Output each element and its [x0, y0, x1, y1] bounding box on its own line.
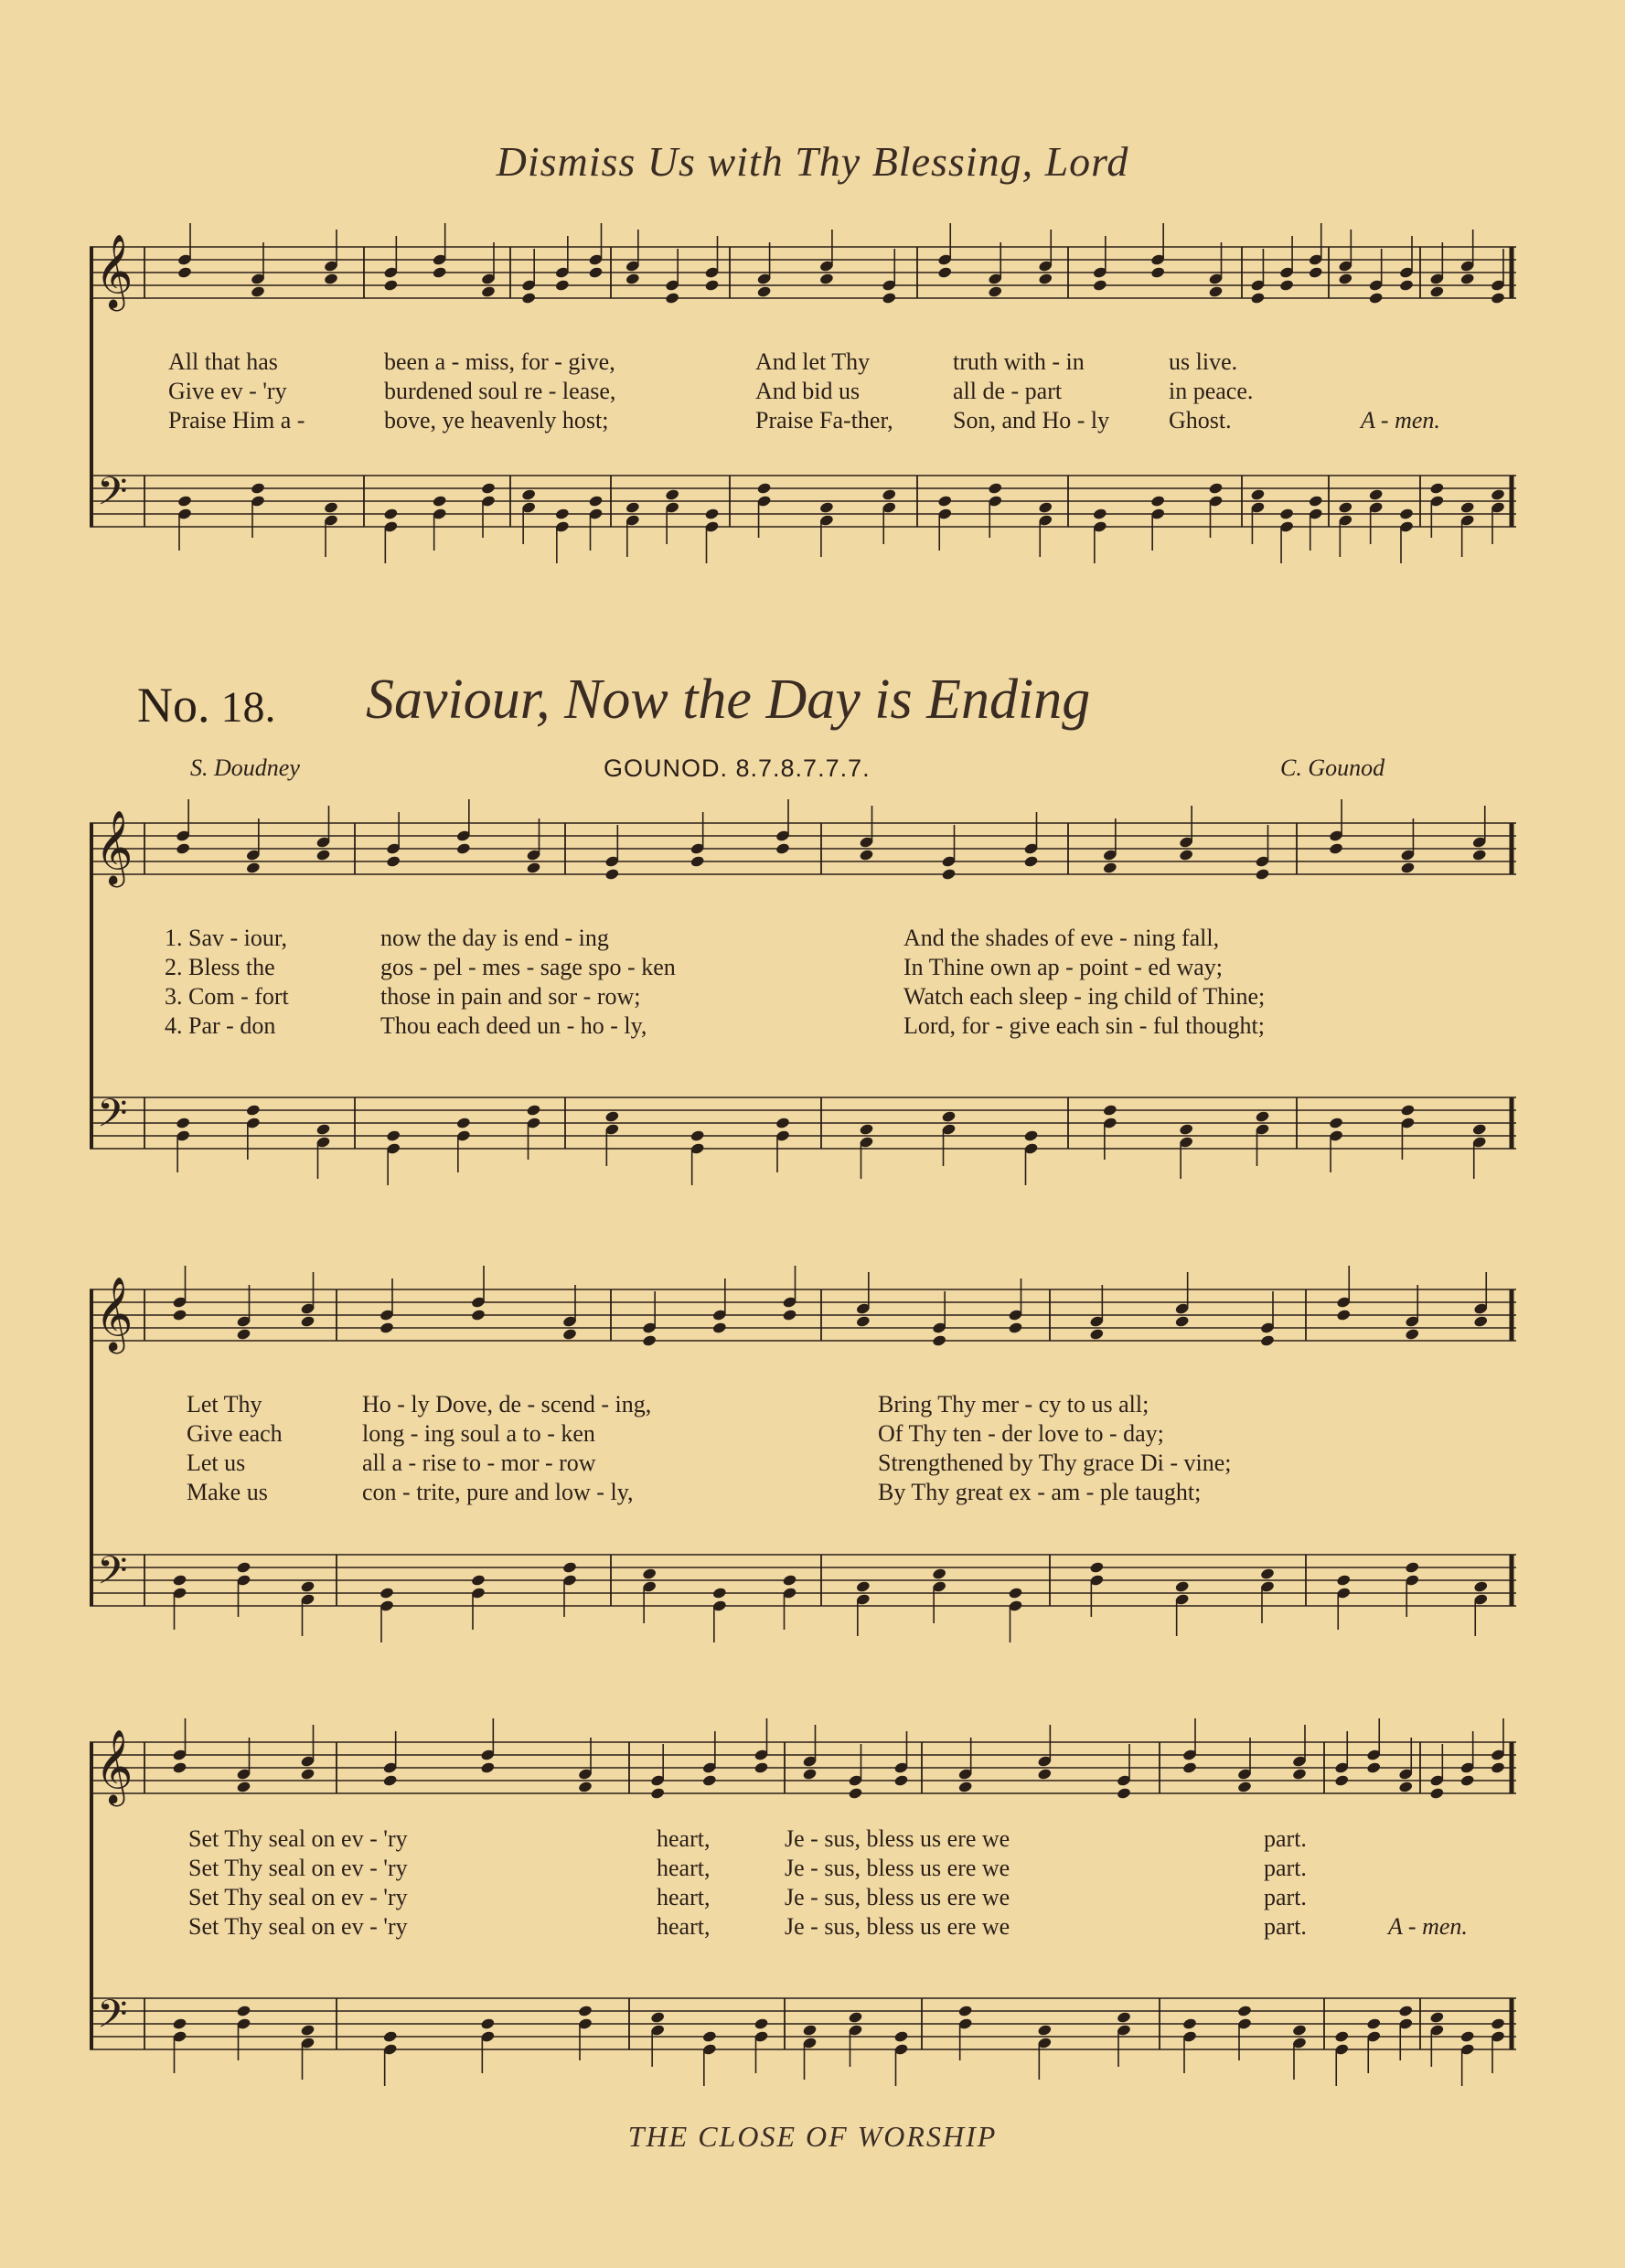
lyric-seg: Let us: [187, 1450, 246, 1476]
hymn18-composer: C. Gounod: [1280, 754, 1385, 781]
note-head: [1400, 1104, 1416, 1117]
note-head: [236, 2005, 251, 2017]
lyric-seg: heart,: [657, 1825, 711, 1852]
lyric-seg: 3. Com - fort: [165, 983, 289, 1010]
lyric-seg: Je - sus, bless us ere we: [785, 1855, 1010, 1881]
note-head: [315, 849, 331, 861]
note-head: [1368, 488, 1384, 501]
note-head: [650, 2011, 666, 2024]
note-head: [1400, 861, 1416, 874]
lyric-seg: And let Thy: [755, 348, 871, 375]
lyric-seg: Set Thy seal on ev - 'ry: [188, 1855, 408, 1881]
bass-staff: [90, 476, 1516, 527]
note-head: [1117, 1787, 1132, 1800]
note-head: [1329, 842, 1344, 855]
note-head: [932, 1334, 947, 1347]
note-head: [1174, 1580, 1190, 1593]
lyric-seg: Make us: [187, 1479, 268, 1505]
lyric-seg: Bring Thy mer - cy to us all;: [878, 1391, 1149, 1418]
hymn18-lyrics-3: [90, 1824, 1516, 1943]
note-head: [588, 266, 604, 279]
lyric-seg: part.: [1264, 1855, 1307, 1881]
treble-staff: [90, 1289, 1516, 1341]
note-head: [1491, 488, 1506, 501]
treble-clef-icon: 𝄞: [95, 1276, 134, 1351]
note-head: [236, 1328, 251, 1341]
note-head: [819, 273, 835, 285]
note-head: [172, 1761, 187, 1774]
note-head: [712, 1587, 728, 1599]
note-head: [848, 2011, 863, 2024]
note-head: [315, 1123, 331, 1136]
note-head: [893, 1774, 909, 1787]
note-head: [432, 266, 447, 279]
note-head: [480, 2017, 496, 2030]
lyric-seg: long - ing soul a to - ken: [362, 1420, 595, 1447]
bass-clef-icon: 𝄢: [97, 469, 128, 524]
note-head: [848, 1787, 863, 1800]
note-head: [1279, 508, 1295, 520]
lyric-seg: all a - rise to - mor - row: [362, 1450, 596, 1476]
note-head: [300, 1768, 315, 1781]
lyric-seg: been a - miss, for - give,: [384, 348, 615, 375]
note-head: [1103, 1104, 1118, 1117]
note-head: [859, 849, 874, 861]
page-footer: THE CLOSE OF WORSHIP: [627, 2120, 998, 2153]
lyric-seg: Set Thy seal on ev - 'ry: [188, 1825, 408, 1852]
note-head: [562, 1561, 578, 1574]
lyric-seg: all de - part: [953, 378, 1063, 404]
hymn18-number-prefix: No.: [137, 678, 210, 733]
note-head: [1491, 2017, 1506, 2030]
note-head: [526, 861, 541, 874]
note-head: [386, 855, 401, 868]
note-head: [382, 2030, 398, 2043]
note-head: [1292, 2024, 1308, 2037]
note-head: [456, 1117, 472, 1129]
note-head: [172, 2017, 187, 2030]
lyric-seg: Je - sus, bless us ere we: [785, 1913, 1010, 1940]
note-head: [521, 292, 537, 305]
hymn18-system-3: [90, 1706, 1516, 2090]
lyric-seg: part.: [1264, 1884, 1307, 1910]
note-head: [1398, 1781, 1414, 1793]
lyric-seg: those in pain and sor - row;: [380, 983, 641, 1010]
lyric-seg: And the shades of eve - ning fall,: [903, 925, 1220, 951]
bass-staff: [90, 1097, 1516, 1149]
note-head: [856, 1580, 871, 1593]
note-head: [625, 273, 641, 285]
note-head: [1405, 1328, 1420, 1341]
hymn18-number: [137, 677, 276, 733]
lyric-seg: Of Thy ten - der love to - day;: [878, 1420, 1164, 1447]
lyric-seg: burdened soul re - lease,: [384, 378, 616, 404]
hymn17-title: Dismiss Us with Thy Blessing, Lord: [496, 138, 1129, 185]
note-head: [471, 1574, 486, 1587]
lyric-seg: Thou each deed un - ho - ly,: [380, 1012, 647, 1039]
note-head: [300, 2024, 315, 2037]
hymn18-lyrics-1: [90, 924, 1516, 1043]
note-head: [665, 292, 680, 305]
note-head: [882, 292, 897, 305]
lyric-seg: Je - sus, bless us ere we: [785, 1884, 1010, 1910]
note-head: [712, 1321, 728, 1334]
note-head: [1473, 1315, 1489, 1328]
note-head: [937, 266, 953, 279]
note-head: [988, 482, 1003, 495]
hymn18-system-2: [90, 1253, 1516, 1637]
lyric-seg: Strengthened by Thy grace Di - vine;: [878, 1450, 1232, 1476]
lyric-seg: Praise Fa-ther,: [755, 407, 893, 433]
note-head: [1255, 868, 1270, 881]
note-head: [604, 868, 620, 881]
note-head: [1250, 488, 1266, 501]
hymn18-title: Saviour, Now the Day is Ending: [366, 669, 1091, 731]
lyric-seg: Je - sus, bless us ere we: [785, 1825, 1010, 1852]
note-head: [754, 2017, 769, 2030]
note-head: [382, 1774, 398, 1787]
amen-label: A - men.: [1388, 1913, 1468, 1940]
lyric-seg: heart,: [657, 1884, 711, 1910]
lyric-seg: All that has: [168, 348, 278, 375]
note-head: [1103, 861, 1118, 874]
note-head: [172, 1574, 187, 1587]
note-head: [1089, 1328, 1105, 1341]
note-head: [526, 1104, 541, 1117]
note-head: [1471, 1123, 1487, 1136]
note-head: [177, 495, 193, 508]
note-head: [1182, 1761, 1198, 1774]
note-head: [176, 1117, 191, 1129]
note-head: [756, 285, 772, 298]
note-head: [1237, 2005, 1253, 2017]
hymn18-author: S. Doudney: [190, 754, 300, 781]
note-head: [481, 482, 497, 495]
note-head: [1279, 279, 1295, 292]
treble-staff: [90, 1742, 1516, 1793]
note-head: [246, 1104, 262, 1117]
note-head: [1038, 273, 1053, 285]
note-head: [1260, 1567, 1276, 1580]
note-head: [1179, 849, 1194, 861]
note-head: [1089, 1561, 1105, 1574]
note-head: [941, 868, 957, 881]
lyric-seg: Watch each sleep - ing child of Thine;: [903, 983, 1266, 1010]
lyric-seg: Set Thy seal on ev - 'ry: [188, 1913, 408, 1940]
note-head: [1008, 1587, 1023, 1599]
note-head: [802, 1768, 818, 1781]
note-head: [642, 1567, 657, 1580]
note-head: [1366, 2017, 1382, 2030]
lyric-seg: In Thine own ap - point - ed way;: [903, 954, 1223, 980]
note-head: [300, 1580, 315, 1593]
note-head: [1459, 1774, 1475, 1787]
note-head: [1023, 855, 1039, 868]
note-head: [754, 1761, 769, 1774]
note-head: [665, 488, 680, 501]
note-head: [236, 1561, 251, 1574]
note-head: [1491, 292, 1506, 305]
note-head: [937, 495, 953, 508]
lyric-seg: Praise Him a -: [168, 407, 305, 433]
lyric-seg: heart,: [657, 1913, 711, 1940]
note-head: [1182, 2017, 1198, 2030]
note-head: [456, 842, 472, 855]
note-head: [1208, 482, 1224, 495]
note-head: [1237, 1781, 1253, 1793]
note-head: [690, 1129, 705, 1142]
lyric-seg: And bid us: [755, 378, 861, 404]
note-head: [172, 1309, 187, 1321]
note-head: [521, 488, 537, 501]
note-head: [251, 285, 266, 298]
note-head: [1405, 1561, 1420, 1574]
lyric-seg: con - trite, pure and low - ly,: [362, 1479, 634, 1505]
note-head: [1174, 1315, 1190, 1328]
treble-clef-icon: 𝄞: [95, 233, 134, 308]
note-head: [1429, 1787, 1445, 1800]
note-head: [1459, 2030, 1475, 2043]
note-head: [859, 1123, 874, 1136]
note-head: [1429, 482, 1445, 495]
lyric-seg: Son, and Ho - ly: [953, 407, 1110, 433]
note-head: [1260, 1334, 1276, 1347]
note-head: [1255, 1110, 1270, 1123]
note-head: [578, 1781, 593, 1793]
note-head: [775, 1117, 791, 1129]
note-head: [1023, 1129, 1039, 1142]
lyric-seg: heart,: [657, 1855, 711, 1881]
note-head: [625, 501, 641, 514]
note-head: [251, 482, 266, 495]
note-head: [432, 495, 447, 508]
note-head: [882, 488, 897, 501]
bass-clef-icon: 𝄢: [97, 1548, 128, 1603]
note-head: [704, 508, 720, 520]
hymn18-number-value: 18.: [220, 683, 276, 732]
note-head: [1336, 1309, 1352, 1321]
note-head: [1338, 273, 1353, 285]
note-head: [1491, 1761, 1506, 1774]
note-head: [1336, 1574, 1352, 1587]
lyric-seg: gos - pel - mes - sage spo - ken: [380, 954, 676, 980]
hymn18-system-1: [90, 796, 1516, 1180]
note-head: [1117, 2011, 1132, 2024]
note-head: [1473, 1580, 1489, 1593]
lyric-seg: Lord, for - give each sin - ful thought;: [903, 1012, 1265, 1039]
lyric-seg: bove, ye heavenly host;: [384, 407, 609, 433]
treble-staff: [90, 247, 1516, 298]
note-head: [1334, 2030, 1350, 2043]
note-head: [802, 2024, 818, 2037]
lyric-seg: Ghost.: [1169, 407, 1232, 433]
note-head: [782, 1309, 797, 1321]
lyric-seg: Give ev - 'ry: [168, 378, 287, 404]
note-head: [1459, 501, 1475, 514]
note-head: [380, 1587, 395, 1599]
note-head: [1037, 1768, 1053, 1781]
lyric-seg: 4. Par - don: [165, 1012, 276, 1039]
note-head: [782, 1574, 797, 1587]
hymn17-system: [90, 229, 1516, 576]
note-head: [941, 1110, 957, 1123]
note-head: [856, 1315, 871, 1328]
lyric-seg: in peace.: [1169, 378, 1254, 404]
note-head: [1399, 508, 1415, 520]
note-head: [1208, 285, 1224, 298]
note-head: [1179, 1123, 1194, 1136]
note-head: [1366, 1761, 1382, 1774]
note-head: [480, 1761, 496, 1774]
note-head: [1308, 266, 1323, 279]
note-head: [604, 1110, 620, 1123]
lyric-seg: Set Thy seal on ev - 'ry: [188, 1884, 408, 1910]
note-head: [380, 1321, 395, 1334]
note-head: [1429, 2011, 1445, 2024]
note-head: [578, 2005, 593, 2017]
hymn18-lyrics-2: [90, 1390, 1516, 1509]
note-head: [1150, 266, 1166, 279]
note-head: [1038, 501, 1053, 514]
note-head: [176, 842, 191, 855]
note-head: [1399, 279, 1415, 292]
note-head: [562, 1328, 578, 1341]
lyric-seg: Let Thy: [187, 1391, 262, 1418]
note-head: [702, 1774, 718, 1787]
hymn17-lyrics: [90, 348, 1516, 448]
note-head: [1093, 508, 1108, 520]
note-head: [932, 1567, 947, 1580]
lyric-seg: us live.: [1169, 348, 1238, 375]
lyric-seg: part.: [1264, 1913, 1307, 1940]
lyric-seg: Give each: [187, 1420, 283, 1447]
note-head: [300, 1315, 315, 1328]
bass-clef-icon: 𝄢: [97, 1992, 128, 2047]
note-head: [650, 1787, 666, 1800]
note-head: [471, 1309, 486, 1321]
note-head: [555, 279, 571, 292]
amen-label: A - men.: [1361, 407, 1440, 433]
note-head: [893, 2030, 909, 2043]
note-head: [756, 482, 772, 495]
note-head: [1471, 849, 1487, 861]
lyric-seg: 2. Bless the: [165, 954, 275, 980]
note-head: [1398, 2005, 1414, 2017]
note-head: [1250, 292, 1266, 305]
lyric-seg: truth with - in: [953, 348, 1085, 375]
note-head: [1008, 1321, 1023, 1334]
note-head: [481, 285, 497, 298]
treble-staff: [90, 823, 1516, 874]
note-head: [1334, 1774, 1350, 1787]
treble-clef-icon: 𝄞: [95, 1728, 134, 1803]
hymn18-tune-meter: GOUNOD. 8.7.8.7.7.7.: [604, 754, 871, 782]
note-head: [1459, 273, 1475, 285]
treble-clef-icon: 𝄞: [95, 809, 134, 884]
note-head: [1429, 285, 1445, 298]
note-head: [1368, 292, 1384, 305]
note-head: [177, 266, 193, 279]
lyric-seg: part.: [1264, 1825, 1307, 1852]
note-head: [383, 508, 399, 520]
lyric-seg: Ho - ly Dove, de - scend - ing,: [362, 1391, 652, 1418]
note-head: [988, 285, 1003, 298]
note-head: [588, 495, 604, 508]
note-head: [1037, 2024, 1053, 2037]
note-head: [1338, 501, 1353, 514]
note-head: [957, 1781, 973, 1793]
note-head: [246, 861, 262, 874]
note-head: [236, 1781, 251, 1793]
note-head: [386, 1129, 401, 1142]
note-head: [690, 855, 705, 868]
note-head: [1308, 495, 1323, 508]
note-head: [775, 842, 791, 855]
lyric-seg: now the day is end - ing: [380, 925, 609, 951]
note-head: [702, 2030, 718, 2043]
note-head: [324, 501, 339, 514]
note-head: [704, 279, 720, 292]
bass-clef-icon: 𝄢: [97, 1091, 128, 1146]
note-head: [819, 501, 835, 514]
note-head: [1292, 1768, 1308, 1781]
note-head: [383, 279, 399, 292]
note-head: [555, 508, 571, 520]
lyric-seg: By Thy great ex - am - ple taught;: [878, 1479, 1202, 1505]
note-head: [957, 2005, 973, 2017]
note-head: [1150, 495, 1166, 508]
note-head: [1329, 1117, 1344, 1129]
note-head: [642, 1334, 657, 1347]
note-head: [324, 273, 339, 285]
note-head: [1093, 279, 1108, 292]
lyric-seg: 1. Sav - iour,: [165, 925, 287, 951]
